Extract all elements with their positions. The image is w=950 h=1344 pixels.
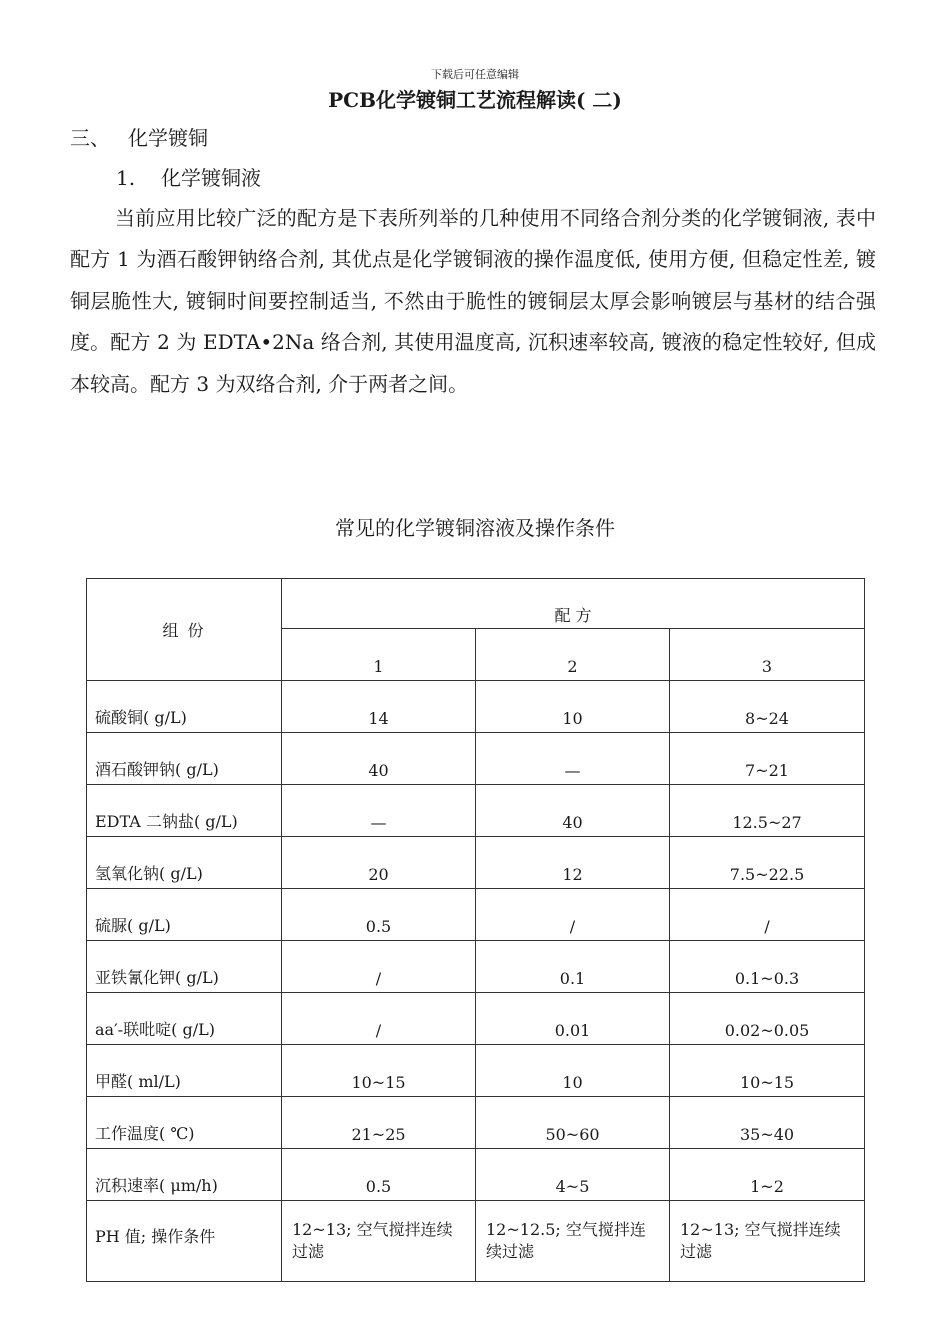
- formula-value-cell: 50~60: [476, 1097, 670, 1149]
- component-name-cell: 甲醛( ml/L): [87, 1045, 282, 1097]
- formula-value-cell: 10: [476, 681, 670, 733]
- formula-number: 3: [670, 629, 865, 681]
- component-header: 组 份: [87, 579, 282, 681]
- formula-value-cell: —: [282, 785, 476, 837]
- formula-value-cell: 35~40: [670, 1097, 865, 1149]
- formula-value-cell: 0.5: [282, 1149, 476, 1201]
- table-row: [87, 1097, 865, 1149]
- component-name-cell: 亚铁氰化钾( g/L): [87, 941, 282, 993]
- formula-value-cell: 12~13; 空气搅拌连续过滤: [282, 1201, 476, 1282]
- formula-value-cell: 0.1: [476, 941, 670, 993]
- formula-value-cell: 7.5~22.5: [670, 837, 865, 889]
- component-name-cell: 氢氧化钠( g/L): [87, 837, 282, 889]
- formula-value-cell: 0.1~0.3: [670, 941, 865, 993]
- formula-value-cell: 1~2: [670, 1149, 865, 1201]
- formula-value-cell: —: [476, 733, 670, 785]
- table-row: [87, 733, 865, 785]
- section-label: 化学镀铜: [128, 126, 208, 150]
- component-name-cell: 硫酸铜( g/L): [87, 681, 282, 733]
- body-paragraph: 当前应用比较广泛的配方是下表所列举的几种使用不同络合剂分类的化学镀铜液, 表中配方 1 为酒石酸钾钠络合剂, 其优点是化学镀铜液的操作温度低, 使用方便, 但稳定性差, 镀铜层脆性大, 镀铜时间要控制适当, 不然由于脆性的镀铜层太厚会影响镀层与基材的结合强度。配方 2 为 EDTA•2Na 络合剂, 其使用温度高, 沉积速率较高, 镀液的稳定性较好, 但成本较高。配方 3 为双络合剂, 介于两者之间。: [70, 206, 876, 396]
- table-caption: 常见的化学镀铜溶液及操作条件: [335, 516, 615, 540]
- formula-value-cell: 0.02~0.05: [670, 993, 865, 1045]
- formula-value-cell: 40: [282, 733, 476, 785]
- table-row: [87, 1045, 865, 1097]
- formula-header: 配 方: [282, 579, 865, 629]
- formula-value-cell: 10: [476, 1045, 670, 1097]
- table-header-row: [87, 579, 865, 629]
- formula-number: 1: [282, 629, 476, 681]
- formula-value-cell: 40: [476, 785, 670, 837]
- formula-value-cell: 0.5: [282, 889, 476, 941]
- table-row: [87, 1201, 865, 1282]
- formula-value-cell: /: [670, 889, 865, 941]
- formula-value-cell: 14: [282, 681, 476, 733]
- table-row: [87, 941, 865, 993]
- formula-value-cell: 0.01: [476, 993, 670, 1045]
- formula-value-cell: 12~13; 空气搅拌连续过滤: [670, 1201, 865, 1282]
- table-row: [87, 889, 865, 941]
- formula-value-cell: 12: [476, 837, 670, 889]
- table-row: [87, 1149, 865, 1201]
- formula-number: 2: [476, 629, 670, 681]
- formula-value-cell: 10~15: [670, 1045, 865, 1097]
- component-name-cell: EDTA 二钠盐( g/L): [87, 785, 282, 837]
- plating-solution-table: [86, 578, 865, 1282]
- formula-value-cell: 12.5~27: [670, 785, 865, 837]
- formula-value-cell: 12~12.5; 空气搅拌连续过滤: [476, 1201, 670, 1282]
- component-name-cell: 沉积速率( μm/h): [87, 1149, 282, 1201]
- table-row: [87, 785, 865, 837]
- component-name-cell: 酒石酸钾钠( g/L): [87, 733, 282, 785]
- table-row: [87, 837, 865, 889]
- component-name-cell: PH 值; 操作条件: [87, 1201, 282, 1282]
- formula-value-cell: 8~24: [670, 681, 865, 733]
- formula-value-cell: 4~5: [476, 1149, 670, 1201]
- component-name-cell: 硫脲( g/L): [87, 889, 282, 941]
- formula-value-cell: 20: [282, 837, 476, 889]
- subsection-heading: [116, 162, 261, 191]
- section-heading: [70, 122, 208, 151]
- formula-value-cell: 7~21: [670, 733, 865, 785]
- subsection-number: 1.: [116, 166, 136, 190]
- subsection-label: 化学镀铜液: [161, 166, 261, 190]
- table-row: [87, 681, 865, 733]
- download-note: 下载后可任意编辑: [431, 68, 519, 81]
- component-name-cell: aa′-联吡啶( g/L): [87, 993, 282, 1045]
- table-row: [87, 993, 865, 1045]
- formula-value-cell: /: [282, 941, 476, 993]
- component-name-cell: 工作温度( ℃): [87, 1097, 282, 1149]
- formula-value-cell: /: [282, 993, 476, 1045]
- formula-value-cell: 21~25: [282, 1097, 476, 1149]
- document-title: PCB化学镀铜工艺流程解读( 二): [328, 88, 622, 112]
- formula-value-cell: 10~15: [282, 1045, 476, 1097]
- section-number: 三、: [70, 126, 110, 150]
- formula-value-cell: /: [476, 889, 670, 941]
